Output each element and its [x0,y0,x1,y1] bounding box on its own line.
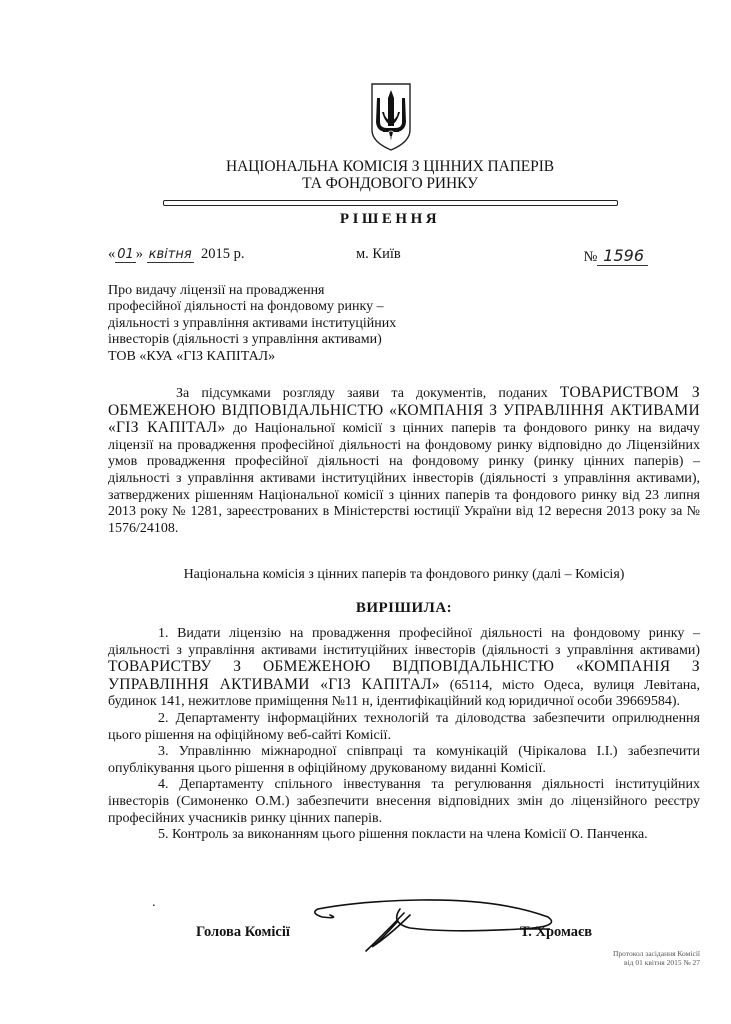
protocol-line1: Протокол засідання Комісії [612,949,700,958]
decision-item-3: 3. Управлінню міжнародної співпраці та комунікацій (Чірікалова І.І.) забезпечити опублікування цього рішення в офіційному друкованому виданні Комісії. [108,744,700,776]
subject-line: професійної діяльності на фондовому ринку – [108,299,384,315]
intro-text-part1: За підсумками розгляду заяви та документів, поданих [176,386,560,401]
document-number [583,246,648,266]
date-month: квітня [148,247,192,262]
ukraine-trident-coat-of-arms-icon [369,82,413,152]
subject-line: діяльності з управління активами інституційних [108,315,397,331]
quote-open: « [108,246,116,262]
org-name-line1: НАЦІОНАЛЬНА КОМІСІЯ З ЦІННИХ ПАПЕРІВ [225,158,554,175]
protocol-line2: від 01 квітня 2015 № 27 [624,958,700,967]
item-1-company-name: ТОВАРИСТВУ З ОБМЕЖЕНОЮ ВІДПОВІДАЛЬНІСТЮ «КОМПАНІЯ З УПРАВЛІННЯ АКТИВАМИ «ГІЗ КАПІТАЛ» [108,658,700,693]
stray-mark: . [152,895,156,910]
intro-company-name: ТОВАРИСТВОМ З ОБМЕЖЕНОЮ ВІДПОВІДАЛЬНІСТЮ «КОМПАНІЯ З УПРАВЛІННЯ АКТИВАМИ «ГІЗ КАПІТАЛ» [108,384,700,437]
decision-item-1 [108,626,700,711]
signatory-name: Т. Хромаєв [520,924,593,940]
document-subject [108,283,448,365]
document-type-title: РІШЕННЯ [339,211,441,227]
intro-paragraph [108,385,700,537]
quote-close: » [135,246,144,262]
organization-name [160,158,620,192]
document-meta-row [108,246,648,268]
header-divider [163,200,618,206]
decision-item-4: 4. Департаменту спільного інвестування та регулювання діяльності інституційних інвесторів (Симоненко О.М.) забезпечити внесення відповідних змін до ліцензійного реєстру професійних учасників ринку цінних паперів. [108,777,700,826]
subject-line: інвесторів (діяльності з управління активами) [108,332,382,348]
number-value: 1596 [597,246,648,266]
subject-line: ТОВ «КУА «ГІЗ КАПІТАЛ» [108,348,276,364]
org-name-line2: ТА ФОНДОВОГО РИНКУ [302,175,478,192]
item-1-text: 1. Видати ліцензію на провадження професійної діяльності на фондовому ринку – діяльності з управління активами інституційних інвесторів (діяльності з управління активами) [108,626,700,658]
date-day: 01 [117,247,134,262]
date-year: 2015 р. [200,246,245,262]
number-label: № [583,249,598,265]
item-1-address: (65114, місто Одеса, вулиця Левітана, будинок 141, нежитлове приміщення №11 н, ідентифікаційний код юридичної особи 39669584). [108,677,700,710]
decided-heading: ВИРІШИЛА: [355,600,453,616]
intro-text-part2: до Національної комісії з цінних паперів та фондового ринку на видачу ліцензії на провадження професійної діяльності на фондовому ринку відповідно до Ліцензійних умов провадження професійної діяльності на фондовому ринку (ринку цінних паперів) – діяльності з управління активами інституційних інвесторів (діяльності з управління активами), затверджених рішенням Національної комісії з цінних паперів та фондового ринку від 23 липня 2013 року № 1281, зареєстрованих в Міністерстві юстиції України від 12 вересня 2013 року за № 1576/24108. [108,421,701,536]
commission-statement: Національна комісія з цінних паперів та фондового ринку (далі – Комісія) [183,567,625,582]
signatory-title: Голова Комісії [196,924,290,940]
decision-items [108,626,700,844]
subject-line: Про видачу ліцензії на провадження [108,283,325,298]
protocol-stamp [560,949,700,967]
decision-item-2: 2. Департаменту інформаційних технологій та діловодства забезпечити оприлюднення цього рішення на офіційному веб-сайті Комісії. [108,710,700,743]
document-city: м. Київ [356,246,401,262]
document-date [108,246,244,263]
decision-item-5: 5. Контроль за виконанням цього рішення покласти на члена Комісії О. Панченка. [158,827,648,843]
